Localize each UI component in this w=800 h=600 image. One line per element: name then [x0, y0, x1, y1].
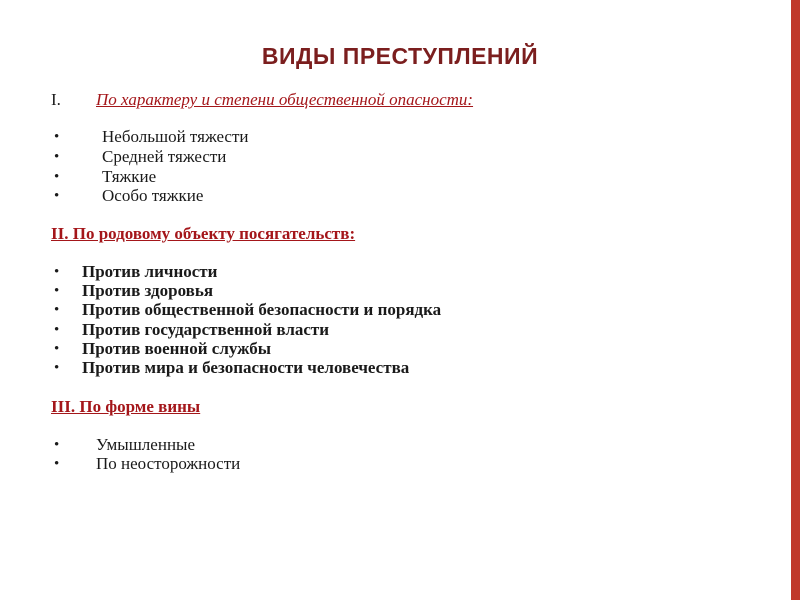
list-item: Против военной службы: [82, 339, 272, 358]
bullet-icon: •: [54, 360, 60, 376]
list-item: Особо тяжкие: [102, 186, 204, 205]
bullet-icon: •: [54, 264, 60, 280]
list-item: Против общественной безопасности и порядка: [82, 300, 442, 319]
bullet-icon: •: [54, 149, 60, 165]
list-item: Против государственной власти: [82, 320, 330, 339]
section2-heading: II. По родовому объекту посягательств:: [51, 224, 356, 243]
bullet-icon: •: [54, 302, 60, 318]
list-item: По неосторожности: [96, 454, 241, 473]
list-item: Тяжкие: [102, 167, 157, 186]
page-title: ВИДЫ ПРЕСТУПЛЕНИЙ: [261, 43, 539, 69]
section3-heading: III. По форме вины: [51, 397, 201, 416]
list-item: Против личности: [82, 262, 218, 281]
bullet-icon: •: [54, 456, 60, 472]
bullet-icon: •: [54, 322, 60, 338]
list-item: Против здоровья: [82, 281, 214, 300]
bullet-icon: •: [54, 283, 60, 299]
bullet-icon: •: [54, 129, 60, 145]
section1-numeral: I.: [51, 90, 61, 109]
bullet-icon: •: [54, 188, 60, 204]
list-item: Умышленные: [96, 435, 196, 454]
bullet-icon: •: [54, 341, 60, 357]
list-item: Средней тяжести: [102, 147, 227, 166]
section1-heading: По характеру и степени общественной опасности:: [96, 90, 474, 109]
bullet-icon: •: [54, 169, 60, 185]
list-item: Небольшой тяжести: [102, 127, 249, 146]
list-item: Против мира и безопасности человечества: [82, 358, 410, 377]
bullet-icon: •: [54, 437, 60, 453]
accent-bar: [791, 0, 800, 600]
